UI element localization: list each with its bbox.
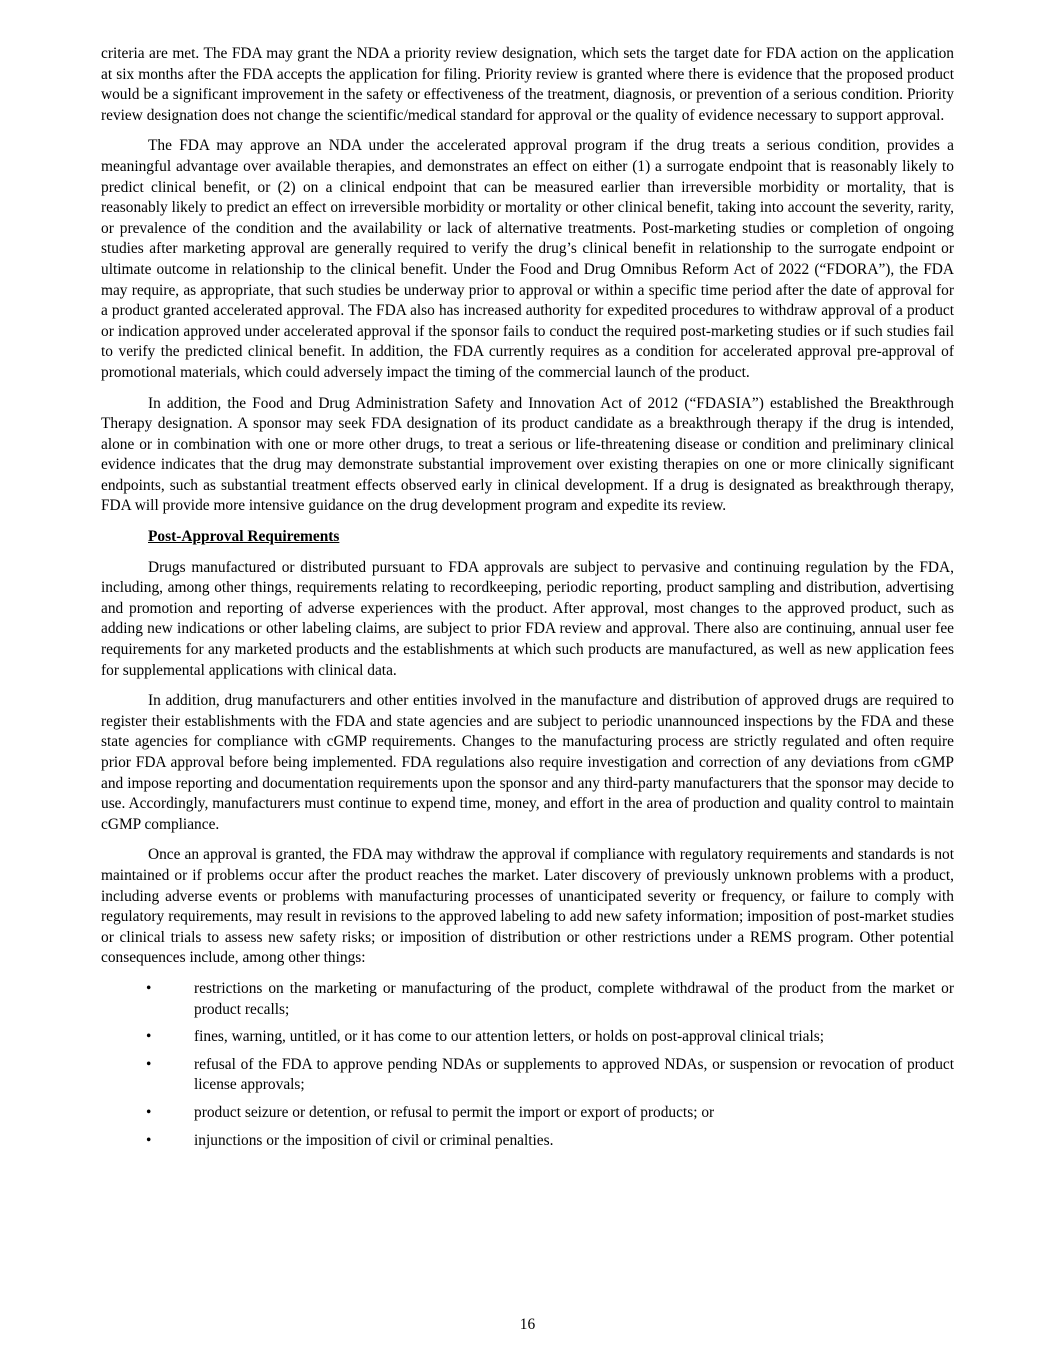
document-page (101, 44, 954, 1158)
bullet-icon: • (146, 1028, 152, 1046)
bullet-icon: • (146, 1055, 152, 1073)
paragraph-manufacturers: In addition, drug manufacturers and other entities involved in the manufacture and distribution of approved drugs are required to register their establishments with the FDA and state agencies and are subject to periodic unannounced inspections by the FDA and these state agencies for compliance with cGMP requirements. Changes to the manufacturing process are strictly regulated and often require prior FDA approval before being implemented. FDA regulations also require investigation and correction of any deviations from cGMP and impose reporting and documentation requirements upon the sponsor and any third-party manufacturers that the sponsor may decide to use. Accordingly, manufacturers must continue to expend time, money, and effort in the area of production and quality control to maintain cGMP compliance. (101, 692, 954, 833)
list-item (101, 1103, 954, 1124)
page-number: 16 (519, 1316, 536, 1333)
consequences-list (101, 979, 954, 1151)
paragraph-regulation: Drugs manufactured or distributed pursuant to FDA approvals are subject to pervasive and continuing regulation by the FDA, including, among other things, requirements relating to recordkeeping, periodic reporting, product sampling and distribution, advertising and promotion and reporting of adverse experiences with the product. After approval, most changes to the approved product, such as adding new indications or other labeling claims, are subject to prior FDA review and approval. There also are continuing, annual user fee requirements for any marketed products and the establishments at which such products are manufactured, as well as new application fees for supplemental applications with clinical data. (101, 558, 954, 679)
list-item-text: restrictions on the marketing or manufacturing of the product, complete withdrawal of the product from the market or product recalls; (194, 979, 954, 1018)
list-item (101, 1027, 954, 1048)
list-item (101, 1131, 954, 1152)
section-heading-post-approval: Post-Approval Requirements (148, 528, 340, 546)
list-item-text: fines, warning, untitled, or it has come to our attention letters, or holds on post-approval clinical trials; (194, 1028, 825, 1046)
bullet-icon: • (146, 979, 152, 997)
paragraph-breakthrough-therapy: In addition, the Food and Drug Administration Safety and Innovation Act of 2012 (“FDASIA”) established the Breakthrough Therapy designation. A sponsor may seek FDA designation of its product candidate as a breakthrough therapy if the drug is intended, alone or in combination with one or more other drugs, to treat a serious or life-threatening disease or condition and preliminary clinical evidence indicates that the drug may demonstrate substantial improvement over existing therapies on one or more clinically significant endpoints, such as substantial treatment effects observed early in clinical development. If a drug is designated as breakthrough therapy, FDA will provide more intensive guidance on the drug development program and expedite its review. (101, 394, 954, 515)
bullet-icon: • (146, 1103, 152, 1121)
list-item-text: injunctions or the imposition of civil or criminal penalties. (194, 1131, 554, 1149)
paragraph-priority-review: criteria are met. The FDA may grant the NDA a priority review designation, which sets the target date for FDA action on the application at six months after the FDA accepts the application for filing. Priority review is granted where there is evidence that the proposed product would be a significant improvement in the safety or effectiveness of the treatment, diagnosis, or prevention of a serious condition. Priority review designation does not change the scientific/medical standard for approval or the quality of evidence necessary to support approval. (101, 45, 954, 124)
list-item-text: product seizure or detention, or refusal to permit the import or export of products; or (194, 1103, 715, 1121)
bullet-icon: • (146, 1131, 152, 1149)
list-item-text: refusal of the FDA to approve pending NDAs or supplements to approved NDAs, or suspension or revocation of product license approvals; (194, 1055, 954, 1094)
list-item (101, 1055, 954, 1096)
list-item (101, 979, 954, 1020)
paragraph-accelerated-approval: The FDA may approve an NDA under the accelerated approval program if the drug treats a serious condition, provides a meaningful advantage over available therapies, and demonstrates an effect on either (1) a surrogate endpoint that is reasonably likely to predict clinical benefit, or (2) on a clinical endpoint that can be measured earlier than irreversible morbidity or mortality, that is reasonably likely to predict an effect on irreversible morbidity or mortality or other clinical benefit, taking into account the severity, rarity, or prevalence of the condition and the availability or lack of alternative treatments. Post-marketing studies or completion of ongoing studies after marketing approval are generally required to verify the drug’s clinical benefit in relationship to the surrogate endpoint or ultimate outcome in relationship to the clinical benefit. Under the Food and Drug Omnibus Reform Act of 2022 (“FDORA”), the FDA may require, as appropriate, that such studies be underway prior to approval or within a specific time period after the date of approval for a product granted accelerated approval. The FDA also has increased authority for expedited procedures to withdraw approval of a product or indication approved under accelerated approval if the sponsor fails to conduct the required post-marketing studies or if such studies fail to verify the predicted clinical benefit. In addition, the FDA currently requires as a condition for accelerated approval pre-approval of promotional materials, which could adversely impact the timing of the commercial launch of the product. (101, 137, 954, 381)
paragraph-withdrawal: Once an approval is granted, the FDA may withdraw the approval if compliance with regulatory requirements and standards is not maintained or if problems occur after the product reaches the market. Later discovery of previously unknown problems with a product, including adverse events or problems with manufacturing processes of unanticipated severity or frequency, or failure to comply with regulatory requirements, may result in revisions to the approved labeling to add new safety information; imposition of post-market studies or clinical trials to assess new safety risks; or imposition of distribution or other restrictions under a REMS program. Other potential consequences include, among other things: (101, 846, 954, 967)
